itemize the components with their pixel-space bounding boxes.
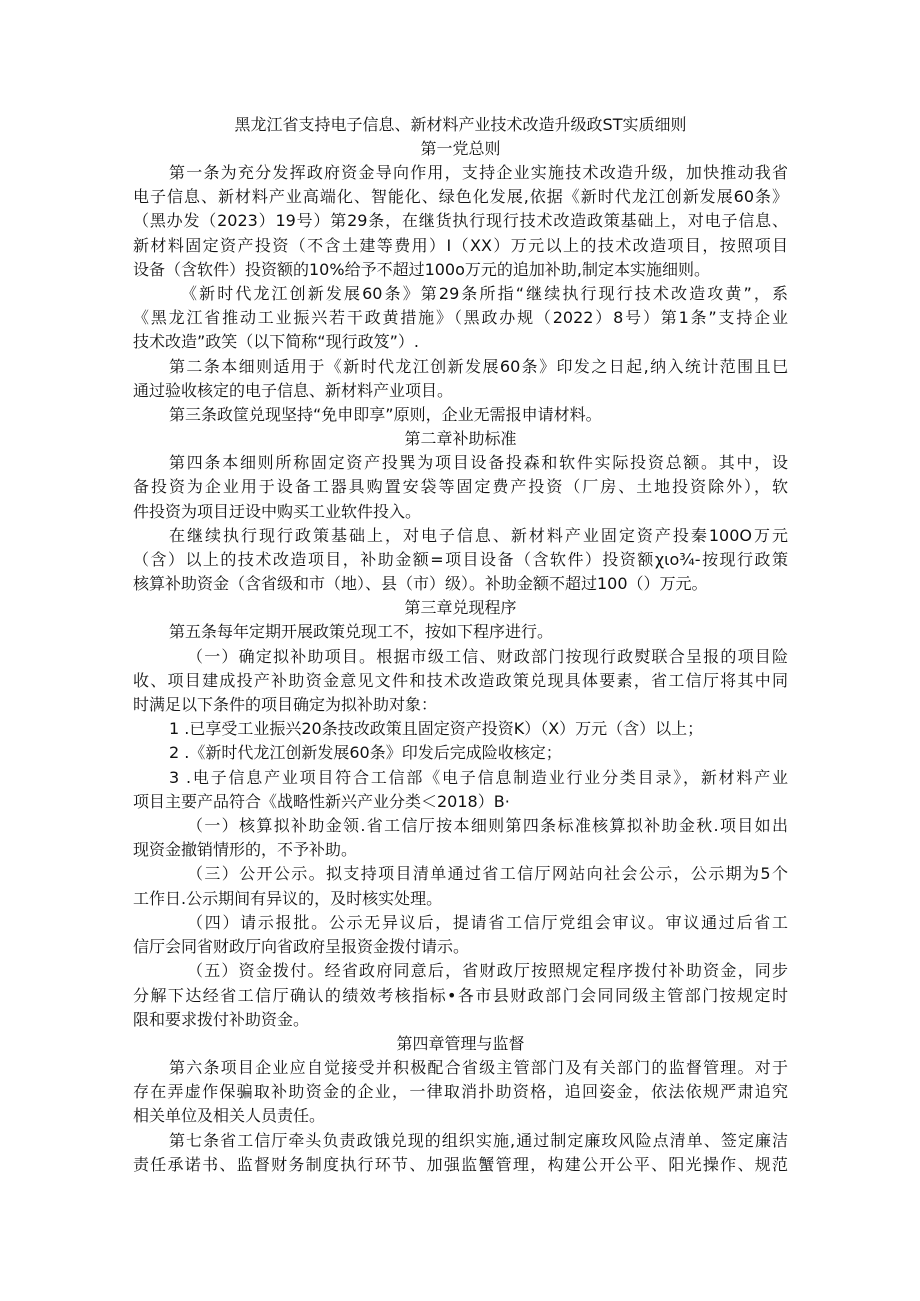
article-1 bbox=[133, 161, 788, 282]
condition-3 bbox=[133, 766, 788, 814]
text-line: 2 .《新时代龙江创新发展60条》印发后完成险收核定； bbox=[169, 743, 562, 763]
chapter-heading-2: 第二章补助标准 bbox=[404, 429, 517, 449]
text-line: 责任承诺书、监督财务制度执行环节、加强监蟹管理，构建公开公平、阳光操作、规范 bbox=[133, 1154, 788, 1174]
text-line: 通过验收核定的电子信息、新材料产业项目。 bbox=[133, 380, 454, 400]
text-line: （五）资金拨付。经省政府同意后，省财政厅按照规定程序拨付补助资金，同步 bbox=[187, 961, 788, 981]
document-title: 黑龙江省支持电子信息、新材料产业技术改造升级政ST实质细则 bbox=[234, 115, 687, 134]
text-line: （一）核算拟补助金领.省工信厅按本细则第四条标准核算拟补助金秋.项目如出 bbox=[187, 816, 788, 836]
text-line: 限和要求拨付补助资金。 bbox=[133, 1009, 310, 1029]
text-line: 核算补助资金（含省级和市（地）、县（市）级）。补助金额不超过100（）万元。 bbox=[133, 574, 708, 594]
text-line: （三）公开公示。拟支持项目清单通过省工信厅网站向社会公示，公示期为5个 bbox=[187, 864, 788, 884]
text-line: 《新时代龙江创新发展60条》第29条所指“继续执行现行技术改造攻黄”，系 bbox=[181, 284, 788, 304]
document-body bbox=[133, 113, 788, 1177]
text-line: 件投资为项目迂设中购买工业软件投入。 bbox=[133, 501, 422, 521]
text-line: 时满足以下条件的项目确定为拟补助对象： bbox=[133, 695, 438, 715]
text-line: 新材料固定资产投资（不含土建等费用）I（XX）万元以上的技术改造项目，按照项目 bbox=[133, 235, 788, 255]
text-line: （黑办发（2023）19号）第29条，在继货执行现行技术改造政策基础上，对电子信息、 bbox=[133, 211, 788, 231]
text-line: 工作日.公示期间有异议的，及时核实处理。 bbox=[133, 888, 443, 908]
chapter-heading-3: 第三章兑现程序 bbox=[404, 598, 517, 618]
condition-1 bbox=[133, 717, 788, 741]
step-2 bbox=[133, 814, 788, 862]
step-3 bbox=[133, 862, 788, 910]
text-line: 第三条政筐兑现坚持“免申即享”原则，企业无需报申请材料。 bbox=[169, 405, 602, 425]
text-line: （含）以上的技术改造项目，补助金额=项目设备（含软件）投资额χιo¾-按现行政策 bbox=[133, 550, 788, 570]
text-line: 收、项目建成投产补助资金意见文件和技术改造政策兑现具体要素，省工信厅将其中同 bbox=[133, 670, 788, 690]
chapter-heading-4: 第四章管理与监督 bbox=[396, 1033, 525, 1053]
article-3 bbox=[133, 403, 788, 427]
text-line: 在继续执行现行政策基础上，对电子信息、新材料产业固定资产投秦100O万元 bbox=[169, 525, 788, 545]
text-line: （四）请示报批。公示无异议后，提请省工信厅党组会审议。审议通过后省工 bbox=[187, 912, 788, 932]
condition-2 bbox=[133, 741, 788, 765]
text-line: （一）确定拟补助项目。根据市级工信、财政部门按现行政熨联合呈报的项目险 bbox=[187, 646, 788, 666]
chapter-heading-1: 第一党总则 bbox=[420, 139, 501, 158]
article-1-note bbox=[133, 282, 788, 355]
text-line: 3 .电子信息产业项目符合工信部《电子信息制造业行业分类目录》，新材料产业 bbox=[169, 767, 788, 787]
text-line: 信厅会同省财政厅向省政府呈报资金拨付请示。 bbox=[133, 937, 470, 957]
text-line: 现资金撤销情形的，不予补助。 bbox=[133, 840, 358, 860]
text-line: 技术改造”政笑（以下简称“现行政笈”）. bbox=[133, 332, 419, 352]
text-line: 第七条省工信厅牵头负责政饿兑现的组织实施,通过制定廉玫风险点清单、签定廉洁 bbox=[169, 1130, 788, 1150]
text-line: 存在弄虚作保骗取补助资金的企业，一律取消扑助资格，追回姿金，依法依规严肃追究 bbox=[133, 1082, 788, 1102]
text-line: 设备（含软件）投资额的10%给予不超过100o万元的追加补助,制定本实施细则。 bbox=[133, 259, 710, 279]
article-2 bbox=[133, 355, 788, 403]
text-line: 电子信息、新材料产业高端化、智能化、绿色化发展,依据《新时代龙江创新发展60条》 bbox=[133, 187, 788, 207]
step-4 bbox=[133, 911, 788, 959]
text-line: 分解下达经省工信厅确认的绩效考核指标•各市县财政部门会同同级主管部门按规定时 bbox=[133, 985, 788, 1005]
text-line: 第五条每年定期开展政策兑现工不，按如下程序进行。 bbox=[169, 622, 554, 642]
article-4 bbox=[133, 451, 788, 524]
text-line: 《黑龙江省推动工业振兴若干政黄措施》（黑政办规（2022）8号）第1条”支持企业 bbox=[133, 308, 788, 328]
text-line: 第四条本细则所称固定资产投巽为项目设备投森和软件实际投资总额。其中，设 bbox=[169, 453, 788, 473]
text-line: 备投资为企业用于设备工器具购置安袋等固定费产投资（厂房、土地投资除外），软 bbox=[133, 477, 788, 497]
article-4-subsidy bbox=[133, 524, 788, 597]
text-line: 项目主要产品符合《战略性新兴产业分类＜2018）B· bbox=[133, 791, 510, 811]
text-line: 第一条为充分发挥政府资金导向作用，支持企业实施技术改造升级，加快推动我省 bbox=[169, 163, 788, 182]
text-line: 第六条项目企业应自觉接受并积极配合省级主管部门及有关部门的监督管理。对于 bbox=[169, 1057, 788, 1077]
text-line: 相关单位及相关人员责任。 bbox=[133, 1106, 326, 1126]
step-1 bbox=[133, 645, 788, 718]
article-5 bbox=[133, 620, 788, 644]
article-7 bbox=[133, 1129, 788, 1177]
text-line: 1 .已享受工业振兴20条技改政策且固定资产投资K）（X）万元（含）以上； bbox=[169, 719, 704, 739]
text-line: 第二条本细则适用于《新时代龙江创新发展60条》印发之日起,纳入统计范围且巳 bbox=[169, 356, 788, 376]
step-5 bbox=[133, 959, 788, 1032]
article-6 bbox=[133, 1056, 788, 1129]
